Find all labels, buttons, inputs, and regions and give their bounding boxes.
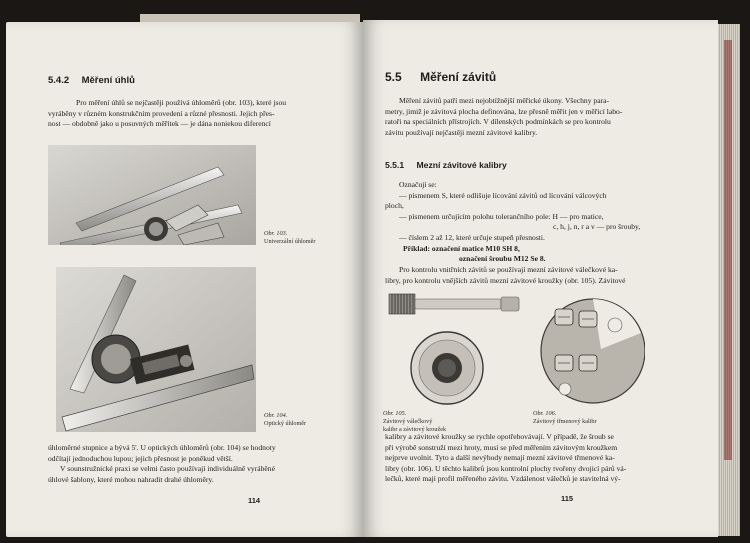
text-line: Měření závitů patří mezi nejobtížnější měřické úkony. Všechny para- bbox=[399, 96, 610, 105]
text-line: — číslem 2 až 12, které určuje stupeň přesnosti. bbox=[399, 232, 545, 242]
text-line: Pro kontrolu vnitřních závitů se používají mezní závitové válečkové ka- bbox=[399, 265, 618, 274]
intro-paragraph bbox=[48, 98, 350, 130]
text-line: kalibry a závitové kroužky se rychle opotřebovávají. V případě, že šroub se bbox=[385, 432, 614, 441]
text-line: libry (obr. 106). U těchto kalibrů jsou kontrolní plochy tvořeny dvojicí párů vá- bbox=[385, 463, 627, 473]
text-line: lečků, které mají profil měřeného závitu. Vzdálenost válečků je stavitelná vý- bbox=[385, 474, 621, 484]
example-line: Příklad: označení matice M10 SH 8, bbox=[403, 243, 520, 253]
section-number: 5.4.2 bbox=[48, 75, 70, 86]
text-line: nost — obdobně jako u posuvných měřítek — je dána noniekou diferencí bbox=[48, 119, 271, 129]
section-title: Měření závitů bbox=[420, 70, 497, 84]
figure-103-caption bbox=[264, 230, 315, 246]
text-line: úhlové šablony, které mohou nahradit drahé úhloměry. bbox=[48, 474, 214, 484]
body-paragraph bbox=[48, 443, 350, 485]
figure-label: Obr. 103. bbox=[264, 230, 288, 237]
text-line: vyráběny v různém konstrukčním provedení a různé přesnosti. Jejich přes- bbox=[48, 108, 275, 118]
text-line: nejprve uvolnit. Tyto a další nevýhody nemají mezní závitové třmenové ka- bbox=[385, 453, 615, 463]
text-line: úhloměrné stupnice a bývá 5'. U optických úhloměrů (obr. 104) se hodnoty bbox=[48, 443, 276, 452]
thread-ring-gauge bbox=[411, 332, 483, 404]
control-paragraph bbox=[385, 265, 705, 286]
section-heading-thread bbox=[385, 68, 496, 86]
page-number: 114 bbox=[248, 496, 261, 505]
right-page bbox=[363, 20, 718, 537]
body-paragraph bbox=[385, 432, 705, 485]
text-line: libry, pro kontrolu vnějších závitů mezní závitové kroužky (obr. 105). Závitové bbox=[385, 275, 626, 285]
figure-caption: Optický úhloměr bbox=[264, 420, 307, 427]
text-line: Pro měření úhlů se nejčastěji používá úhloměrů (obr. 103), které jsou bbox=[76, 98, 287, 107]
subsection-heading bbox=[385, 160, 507, 170]
text-line: — písmenem určujícím polohu tolerančního pole: H — pro matice, bbox=[399, 211, 604, 221]
text-line: metry, jimiž je závitová plocha definována, lze přesně měřit jen v měřicí labo- bbox=[385, 106, 623, 116]
text-line: ploch, bbox=[385, 201, 404, 211]
intro-paragraph bbox=[385, 96, 705, 138]
section-title: Měření úhlů bbox=[81, 75, 135, 86]
text-line: — písmenem S, které odlišuje lícování závitů od lícování válcových bbox=[399, 190, 607, 200]
figure-105-photo bbox=[383, 290, 523, 408]
figure-105-caption bbox=[383, 410, 446, 434]
text-line: V sounstružnické praxi se velmi často používají individuálně vyráběné bbox=[60, 464, 275, 474]
figure-103-photo bbox=[48, 145, 256, 245]
text-line: závitu používají nejčastěji mezní závitové kalibry. bbox=[385, 127, 538, 137]
figure-label: Obr. 104. bbox=[264, 412, 288, 419]
book-cover-edge bbox=[724, 40, 732, 460]
figure-104-photo bbox=[56, 267, 256, 432]
figure-caption: Závitový třmenový kalibr bbox=[533, 418, 597, 425]
figure-104-caption bbox=[264, 412, 306, 428]
text-line: ratoři na speciálních přístrojích. V dílenských podmínkách se pro kontrolu bbox=[385, 117, 611, 127]
text-line: při výrobě sonstruží mezi hroty, musí se před měřením závitovým kroužkem bbox=[385, 442, 618, 452]
subsection-title: Mezní závitové kalibry bbox=[416, 160, 507, 170]
text-line: Označují se: bbox=[399, 180, 437, 189]
section-heading-angle bbox=[48, 70, 135, 88]
figure-label: Obr. 105. bbox=[383, 410, 407, 417]
figure-caption: Univerzální úhloměr bbox=[264, 238, 316, 245]
figure-106-caption bbox=[533, 410, 597, 426]
text-line: c, h, j, n, r a v — pro šrouby, bbox=[553, 222, 641, 232]
left-page bbox=[6, 22, 363, 537]
figure-caption: kalibr a závitový kroužek bbox=[383, 426, 447, 433]
figure-label: Obr. 106. bbox=[533, 410, 557, 417]
designation-list bbox=[385, 180, 705, 265]
text-line: odčítají jednoduchou lupou; jejich přesnost je poněkud větší. bbox=[48, 453, 233, 463]
section-number: 5.5 bbox=[385, 70, 402, 84]
example-line: označení šroubu M12 Se 8. bbox=[459, 254, 546, 264]
figure-106-photo bbox=[535, 285, 645, 415]
subsection-number: 5.5.1 bbox=[385, 160, 405, 170]
figure-caption: Závitový válečkový bbox=[383, 418, 433, 425]
page-number: 115 bbox=[561, 494, 574, 503]
